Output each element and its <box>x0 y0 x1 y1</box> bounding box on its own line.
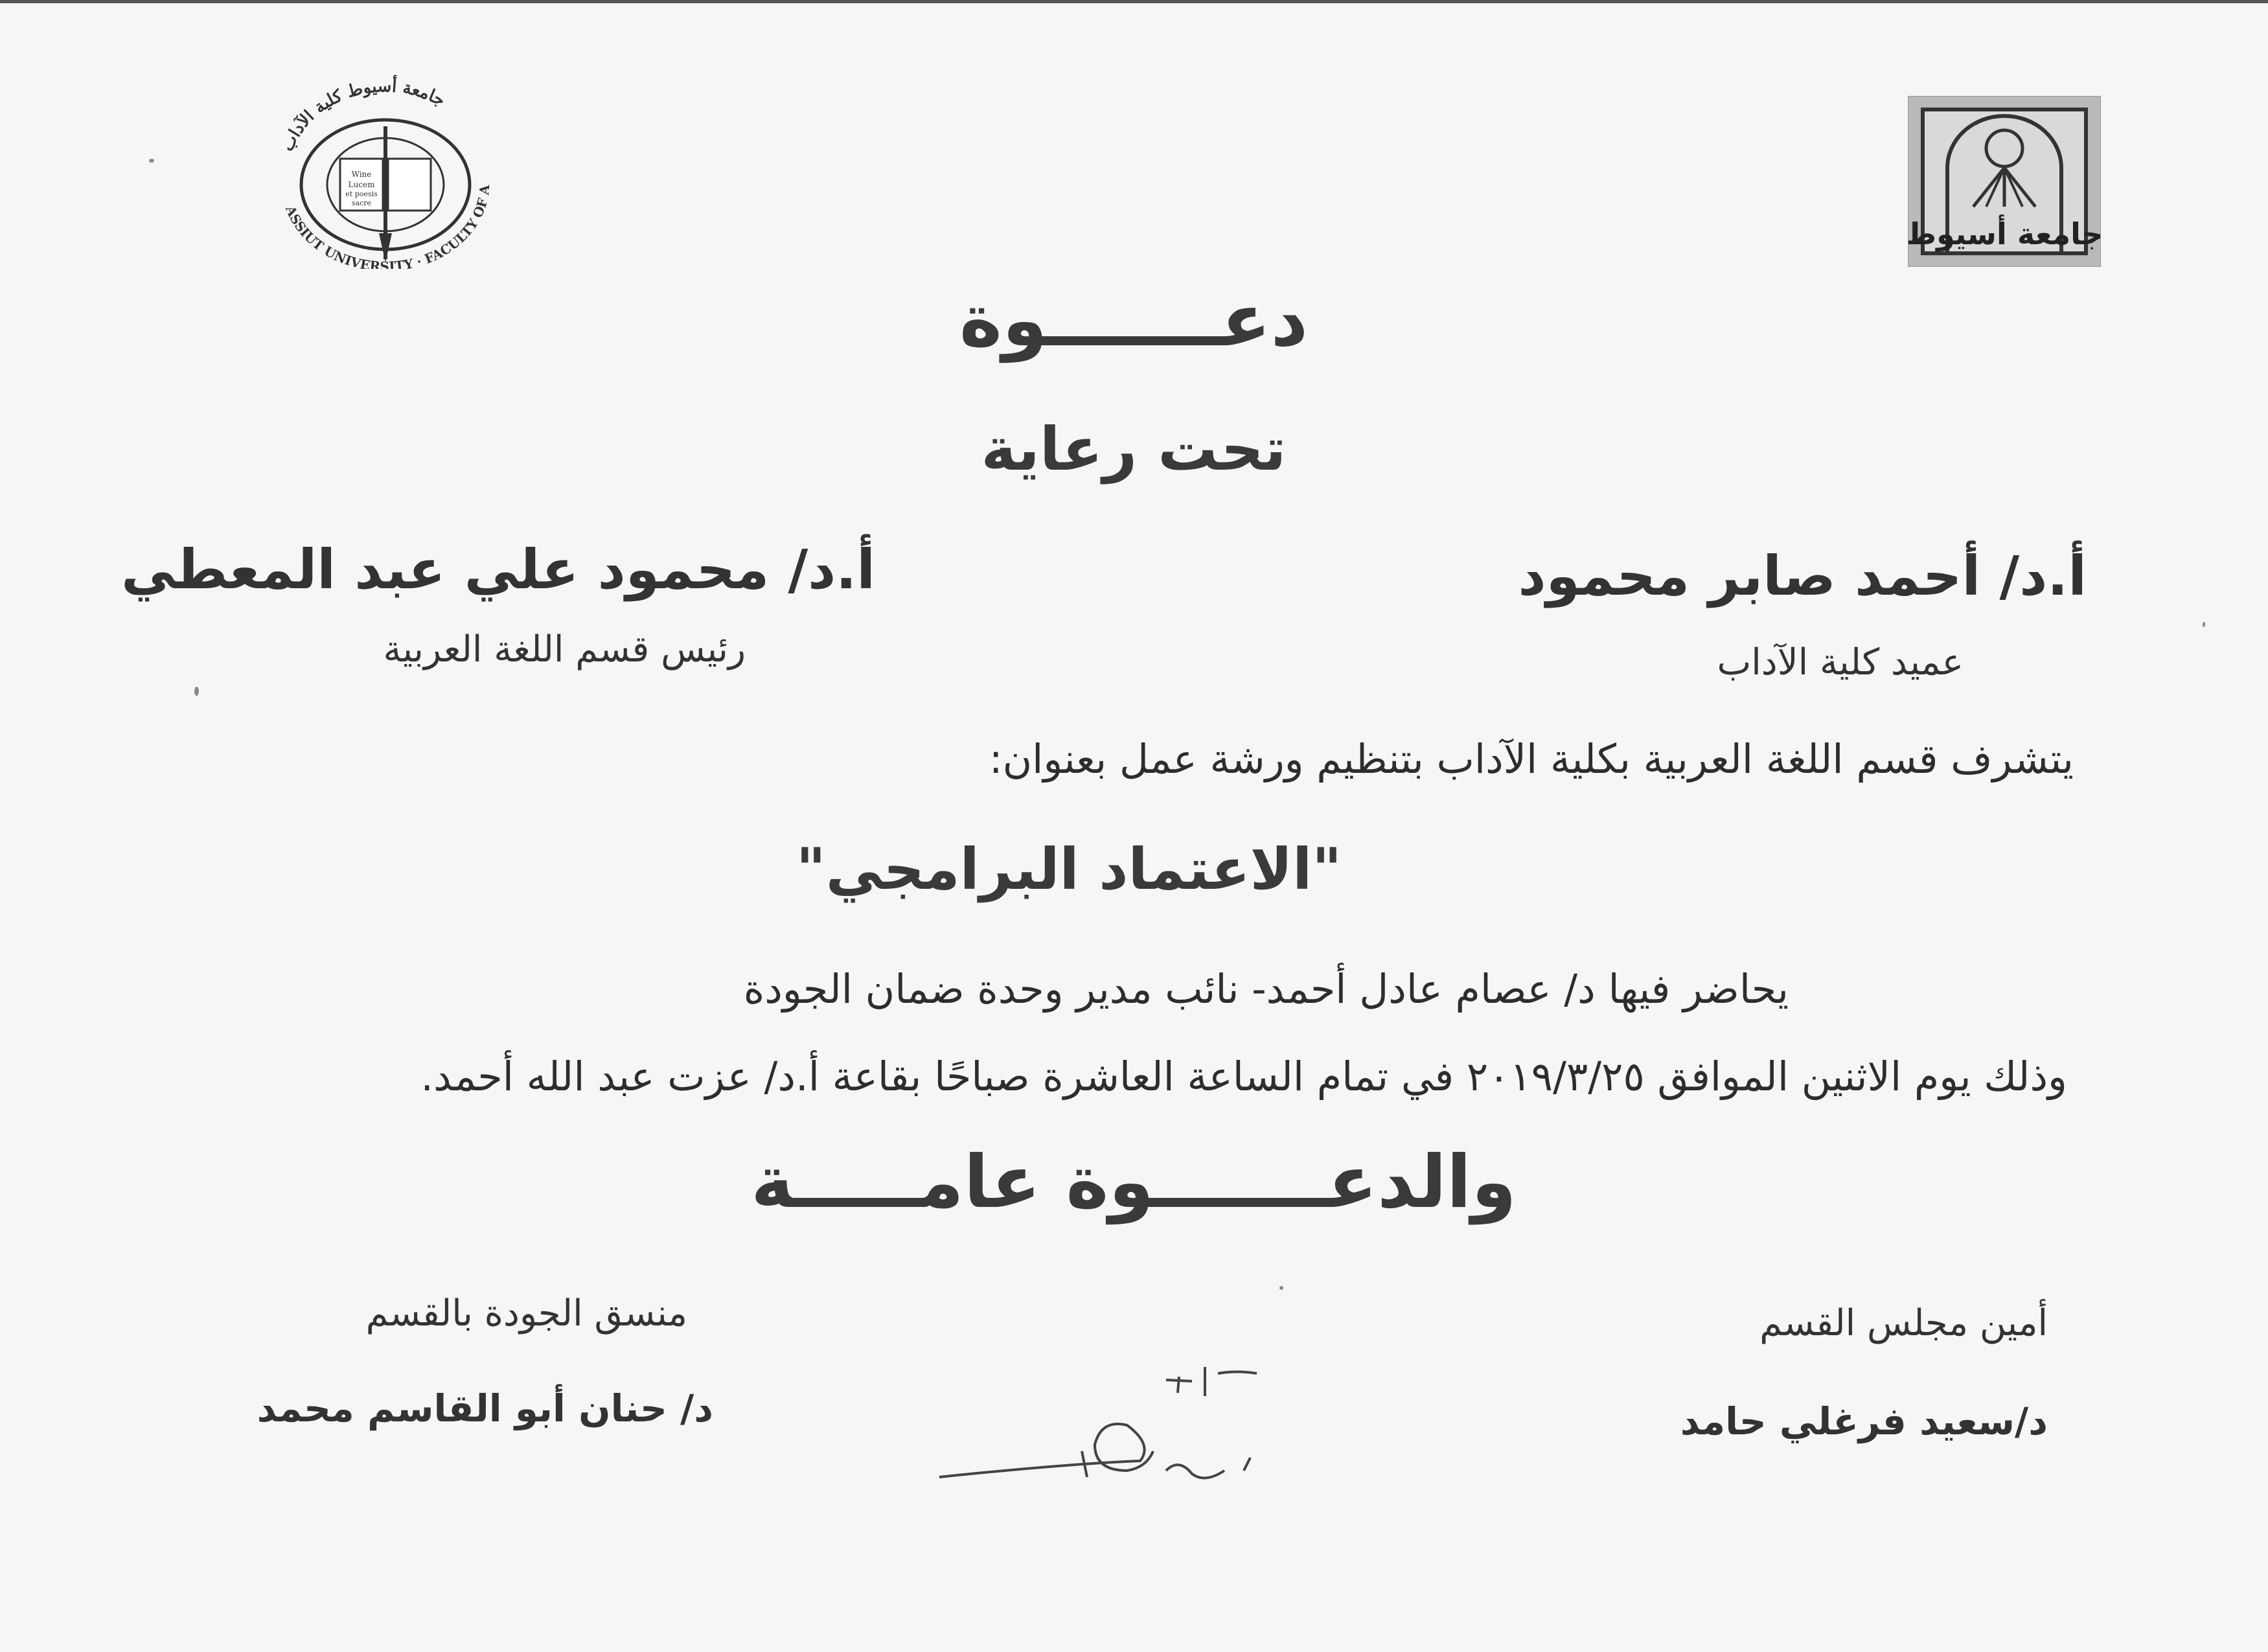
invitation-heading: دعـــــــوة <box>959 279 1309 363</box>
patron-head-role: رئيس قسم اللغة العربية <box>383 628 746 671</box>
scan-speck <box>149 159 154 163</box>
svg-text:sacre: sacre <box>351 199 372 207</box>
scan-speck <box>2203 622 2205 627</box>
faculty-arts-seal-icon <box>243 62 521 269</box>
intro-line: يتشرف قسم اللغة العربية بكلية الآداب بتنظيم ورشة عمل بعنوان: <box>989 735 2074 783</box>
svg-text:جامعة أسيوط كلية الآداب: جامعة أسيوط كلية الآداب <box>277 76 448 155</box>
svg-text:جامعة أسيوط: جامعة أسيوط <box>1908 216 2100 251</box>
scan-top-edge <box>0 0 2268 3</box>
patronage-heading: تحت رعاية <box>981 415 1287 484</box>
closing-line: والدعـــــــوة عامـــــة <box>751 1140 1517 1224</box>
quality-coordinator-label: منسق الجودة بالقسم <box>365 1292 687 1335</box>
svg-text:ASSIUT UNIVERSITY · FACULTY OF: ASSIUT UNIVERSITY · FACULTY OF A <box>282 184 493 269</box>
svg-text:et poesis: et poesis <box>345 190 378 198</box>
quality-coordinator-name: د/ حنان أبو القاسم محمد <box>257 1386 713 1430</box>
patron-head-name: أ.د/ محمود علي عبد المعطي <box>121 538 875 601</box>
seal-book-text: Wine <box>351 170 372 179</box>
patron-dean-role: عميد كلية الآداب <box>1717 641 1964 683</box>
scan-speck <box>1279 1286 1283 1290</box>
council-secretary-name: د/سعيد فرغلي حامد <box>1680 1399 2048 1443</box>
handwritten-signature <box>933 1348 1322 1497</box>
schedule-line: وذلك يوم الاثنين الموافق ٢٠١٩/٣/٢٥ في تمام الساعة العاشرة صباحًا بقاعة أ.د/ عزت عبد الله أحمد. <box>420 1053 2067 1100</box>
svg-text:Lucem: Lucem <box>348 180 375 189</box>
workshop-title: "الاعتماد البرامجي" <box>796 836 1342 902</box>
scan-speck <box>194 687 199 696</box>
assiut-university-emblem-icon <box>1908 96 2101 267</box>
council-secretary-label: أمين مجلس القسم <box>1759 1302 2048 1344</box>
lecturer-line: يحاضر فيها د/ عصام عادل أحمد- نائب مدير وحدة ضمان الجودة <box>743 965 1789 1013</box>
patron-dean-name: أ.د/ أحمد صابر محمود <box>1518 544 2087 608</box>
